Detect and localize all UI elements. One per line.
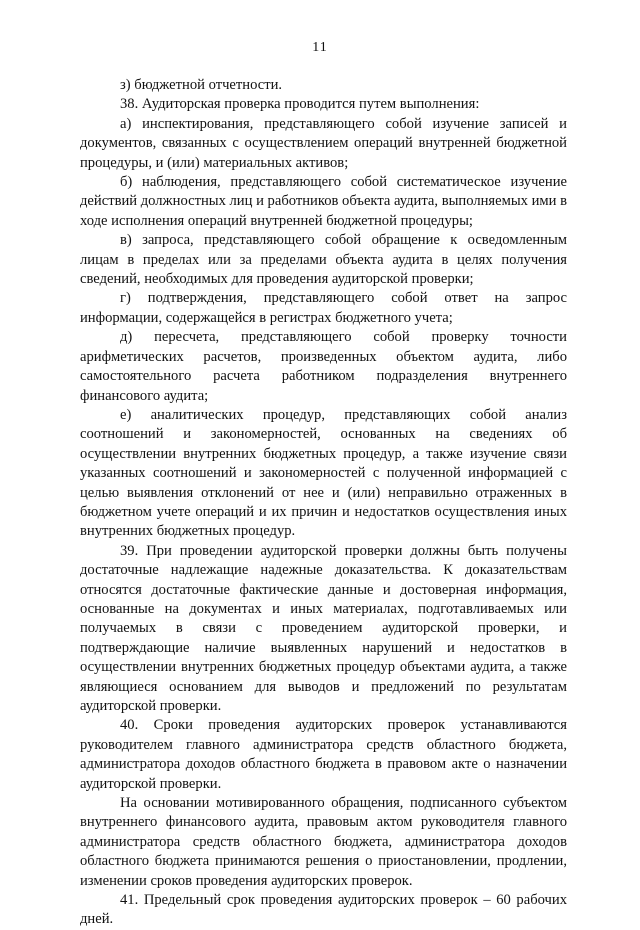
- paragraph-38e: е) аналитических процедур, представляющих собой анализ соотношений и закономерностей, основанных на сведениях об осуществлении внутренних бюджетных процедур, а также изучение связи указанных соотношений и закономерностей с полученной информацией с целью выявления отклонений от нее и (или) неправильно отраженных в бюджетном учете операций и их причин и недостатков осуществления иных внутренних бюджетных процедур.: [80, 406, 567, 540]
- paragraph-38: 38. Аудиторская проверка проводится путем выполнения:: [120, 96, 480, 113]
- paragraph-38d: д) пересчета, представляющего собой проверку точности арифметических расчетов, произведенных объектом аудита, либо самостоятельного расчета работником подразделения внутреннего финансового аудита;: [80, 329, 567, 404]
- paragraph-39: 39. При проведении аудиторской проверки должны быть получены достаточные надлежащие надежные доказательства. К доказательствам относятся достаточные фактические данные и достоверная информация, основанные на документах и иных материалах, подготавливаемых или получаемых в связи с проведением аудиторской проверки, и подтверждающие наличие выявленных нарушений и недостатков в осуществлении внутренних бюджетных процедур объектами аудита, а также являющиеся основанием для выводов и предложений по результатам аудиторской проверки.: [80, 542, 567, 714]
- paragraph-41: 41. Предельный срок проведения аудиторских проверок – 60 рабочих дней.: [80, 892, 567, 928]
- paragraph-item-z: з) бюджетной отчетности.: [120, 77, 283, 93]
- page-number: 11: [312, 40, 328, 55]
- paragraph-38g: г) подтверждения, представляющего собой ответ на запрос информации, содержащейся в регистрах бюджетного учета;: [80, 290, 567, 326]
- paragraph-38a: а) инспектирования, представляющего собой изучение записей и документов, связанных с осуществлением операций внутренней бюджетной процедуры, и (или) материальных активов;: [80, 115, 567, 171]
- paragraph-40-continued: На основании мотивированного обращения, подписанного субъектом внутреннего финансового аудита, правовым актом руководителя главного администратора средств областного бюджета, администратора доходов областного бюджета принимаются решения о приостановлении, продлении, изменении сроков проведения аудиторских проверок.: [80, 795, 567, 889]
- paragraph-38v: в) запроса, представляющего собой обращение к осведомленным лицам в пределах или за пределами объекта аудита в целях получения сведений, необходимых для проведения аудиторской проверки;: [80, 232, 567, 288]
- document-body: [80, 76, 567, 930]
- paragraph-38b: б) наблюдения, представляющего собой систематическое изучение действий должностных лиц и работников объекта аудита, выполняемых ими в ходе исполнения операций внутренней бюджетной процедуры;: [80, 174, 567, 229]
- paragraph-40: 40. Сроки проведения аудиторских проверок устанавливаются руководителем главного администратора средств областного бюджета, администратора доходов областного бюджета в правовом акте о назначении аудиторской проверки.: [80, 717, 567, 792]
